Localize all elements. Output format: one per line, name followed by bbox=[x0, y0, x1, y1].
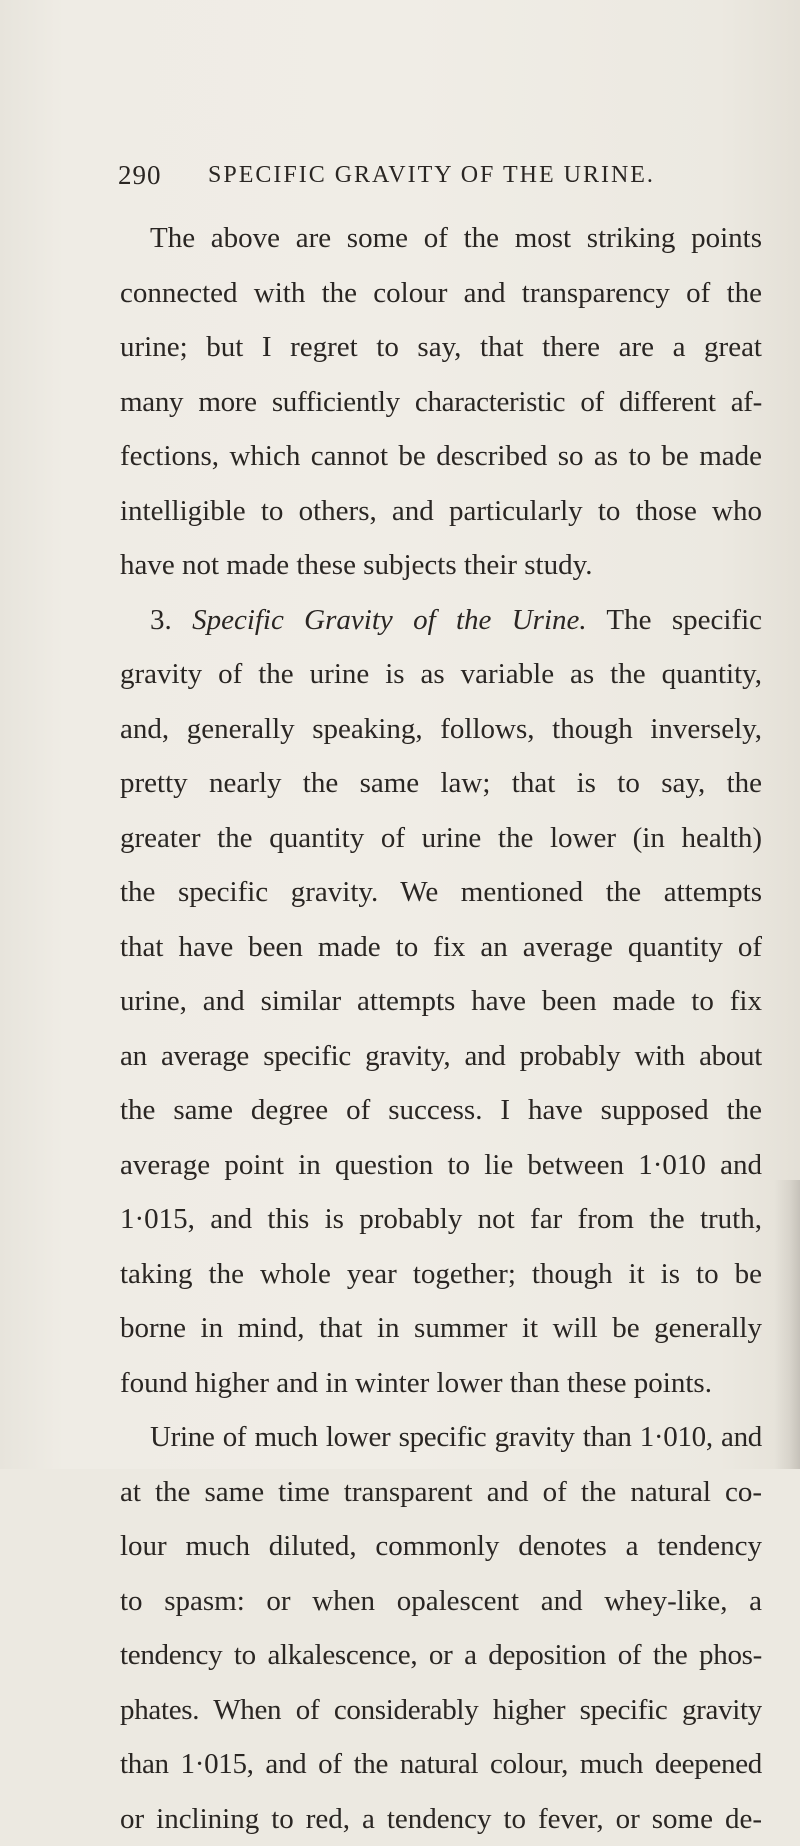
text-line: urine, and similar attempts have been made to fix bbox=[120, 974, 762, 1029]
text-line: intelligible to others, and particularly to those who bbox=[120, 484, 762, 539]
section-lead: The specific bbox=[606, 604, 762, 636]
text-line: gravity of the urine is as variable as the quantity, bbox=[120, 647, 762, 702]
text-line: tendency to alkalescence, or a deposition of the phos- bbox=[120, 1628, 762, 1683]
text-line: Urine of much lower specific gravity than 1·010, and bbox=[120, 1410, 762, 1465]
text-line: pretty nearly the same law; that is to say, the bbox=[120, 756, 762, 811]
text-line: fections, which cannot be described so as to be made bbox=[120, 429, 762, 484]
page-edge-shadow bbox=[774, 1180, 800, 1469]
section-number: 3. bbox=[150, 604, 172, 636]
body-text bbox=[120, 211, 762, 1846]
text-line: lour much diluted, commonly denotes a tendency bbox=[120, 1519, 762, 1574]
text-line: the specific gravity. We mentioned the attempts bbox=[120, 865, 762, 920]
text-line: the same degree of success. I have supposed the bbox=[120, 1083, 762, 1138]
text-line: many more sufficiently characteristic of different af- bbox=[120, 375, 762, 430]
section-heading-line bbox=[120, 593, 762, 648]
text-line: taking the whole year together; though it is to be bbox=[120, 1247, 762, 1302]
text-line: 1·015, and this is probably not far from the truth, bbox=[120, 1192, 762, 1247]
text-line: and, generally speaking, follows, though inversely, bbox=[120, 702, 762, 757]
text-line: to spasm: or when opalescent and whey-like, a bbox=[120, 1574, 762, 1629]
text-line: or inclining to red, a tendency to fever, or some de- bbox=[120, 1792, 762, 1846]
page-header bbox=[118, 160, 718, 196]
text-line: phates. When of considerably higher specific gravity bbox=[120, 1683, 762, 1738]
text-line: an average specific gravity, and probably with about bbox=[120, 1029, 762, 1084]
page-number: 290 bbox=[118, 160, 162, 191]
text-line: The above are some of the most striking points bbox=[120, 211, 762, 266]
text-line: urine; but I regret to say, that there are a great bbox=[120, 320, 762, 375]
text-line: at the same time transparent and of the natural co- bbox=[120, 1465, 762, 1520]
text-line: greater the quantity of urine the lower (in health) bbox=[120, 811, 762, 866]
text-line: that have been made to fix an average quantity of bbox=[120, 920, 762, 975]
text-line: found higher and in winter lower than these points. bbox=[120, 1356, 762, 1411]
text-line: have not made these subjects their study. bbox=[120, 538, 762, 593]
text-line: borne in mind, that in summer it will be generally bbox=[120, 1301, 762, 1356]
section-title: Specific Gravity of the Urine. bbox=[192, 604, 587, 636]
running-head: SPECIFIC GRAVITY OF THE URINE. bbox=[208, 162, 655, 189]
text-line: connected with the colour and transparency of the bbox=[120, 266, 762, 321]
text-line: than 1·015, and of the natural colour, much deepened bbox=[120, 1737, 762, 1792]
text-line: average point in question to lie between 1·010 and bbox=[120, 1138, 762, 1193]
